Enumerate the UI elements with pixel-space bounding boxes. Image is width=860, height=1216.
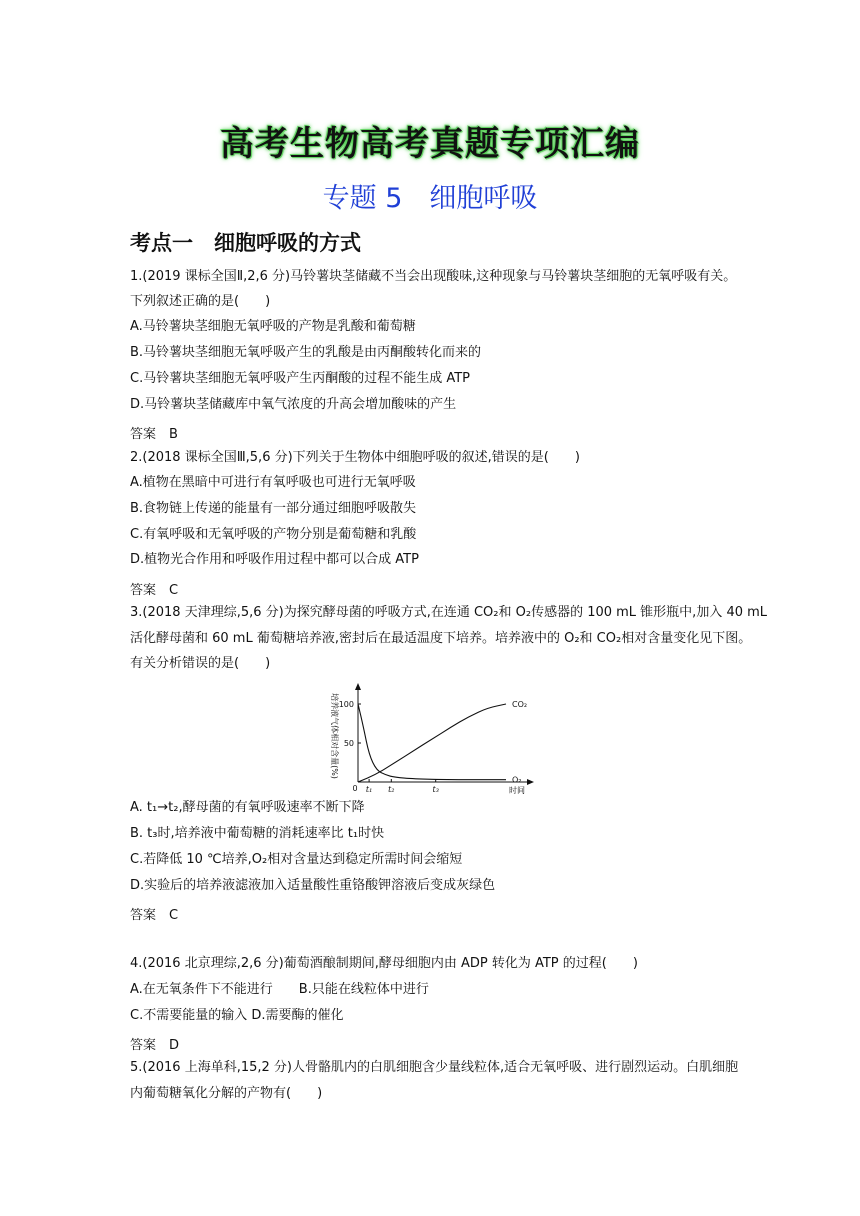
q5-stem-line2: 内葡萄糖氧化分解的产物有( ) [130,1086,323,1101]
q3-answer: 答案 C [130,908,179,923]
q4-answer: 答案 D [130,1038,180,1053]
q1-option-a: A.马铃薯块茎细胞无氧呼吸的产物是乳酸和葡萄糖 [130,319,416,334]
q2-option-b: B.食物链上传递的能量有一部分通过细胞呼吸散失 [130,501,417,516]
gas-content-chart [318,680,540,798]
co2-series-label: CO₂ [512,700,528,709]
chart-xlabel: 时间 [509,786,525,795]
o2-series-line [358,704,506,780]
y-tick-label: 100 [338,700,354,709]
q3-option-b: B. t₃时,培养液中葡萄糖的消耗速率比 t₁时快 [130,826,385,841]
topic-subtitle: 专题 5 细胞呼吸 [322,183,538,214]
x-axis-arrow [527,779,534,785]
q4-options-cd: C.不需要能量的输入 D.需要酶的催化 [130,1008,344,1023]
y-tick-label: 50 [343,739,354,748]
q2-option-d: D.植物光合作用和呼吸作用过程中都可以合成 ATP [130,552,419,567]
q1-stem-line2: 下列叙述正确的是( ) [130,294,271,309]
co2-series-line [358,704,506,782]
q1-answer: 答案 B [130,427,178,442]
q2-answer: 答案 C [130,583,179,598]
q3-stem-line1: 3.(2018 天津理综,5,6 分)为探究酵母菌的呼吸方式,在连通 CO₂和 O₂传感器的 100 mL 锥形瓶中,加入 40 mL [130,605,768,620]
q1-option-c: C.马铃薯块茎细胞无氧呼吸产生丙酮酸的过程不能生成 ATP [130,371,471,386]
q3-option-d: D.实验后的培养液滤液加入适量酸性重铬酸钾溶液后变成灰绿色 [130,878,496,893]
q2-option-c: C.有氧呼吸和无氧呼吸的产物分别是葡萄糖和乳酸 [130,527,417,542]
q3-stem-line2: 活化酵母菌和 60 mL 葡萄糖培养液,密封后在最适温度下培养。培养液中的 O₂和 CO₂相对含量变化见下图。 [130,631,752,646]
q3-option-a: A. t₁→t₂,酵母菌的有氧呼吸速率不断下降 [130,800,365,815]
y-axis-arrow [355,683,361,690]
q2-stem: 2.(2018 课标全国Ⅲ,5,6 分)下列关于生物体中细胞呼吸的叙述,错误的是( ) [130,450,580,465]
document-title: 高考生物高考真题专项汇编 [220,124,640,164]
q3-stem-line3: 有关分析错误的是( ) [130,656,271,671]
x-tick-label: t₁ [365,785,373,794]
q4-stem: 4.(2016 北京理综,2,6 分)葡萄酒酿制期间,酵母细胞内由 ADP 转化为 ATP 的过程( ) [130,956,638,971]
section-heading: 考点一 细胞呼吸的方式 [130,231,361,255]
chart-ylabel: 培养液气体相对含量(%) [330,693,339,779]
q4-options-ab: A.在无氧条件下不能进行 B.只能在线粒体中进行 [130,982,429,997]
o2-series-label: O₂ [512,775,522,785]
origin-label: 0 [352,784,358,793]
x-tick-label: t₂ [388,785,395,794]
q3-option-c: C.若降低 10 ℃培养,O₂相对含量达到稳定所需时间会缩短 [130,852,463,867]
q2-option-a: A.植物在黑暗中可进行有氧呼吸也可进行无氧呼吸 [130,475,416,490]
q1-option-b: B.马铃薯块茎细胞无氧呼吸产生的乳酸是由丙酮酸转化而来的 [130,345,482,360]
q1-stem-line1: 1.(2019 课标全国Ⅱ,2,6 分)马铃薯块茎储藏不当会出现酸味,这种现象与马铃薯块茎细胞的无氧呼吸有关。 [130,269,737,284]
q1-option-d: D.马铃薯块茎储藏库中氧气浓度的升高会增加酸味的产生 [130,397,457,412]
q5-stem-line1: 5.(2016 上海单科,15,2 分)人骨骼肌内的白肌细胞含少量线粒体,适合无氧呼吸、进行剧烈运动。白肌细胞 [130,1060,739,1075]
x-tick-label: t₃ [432,785,439,794]
